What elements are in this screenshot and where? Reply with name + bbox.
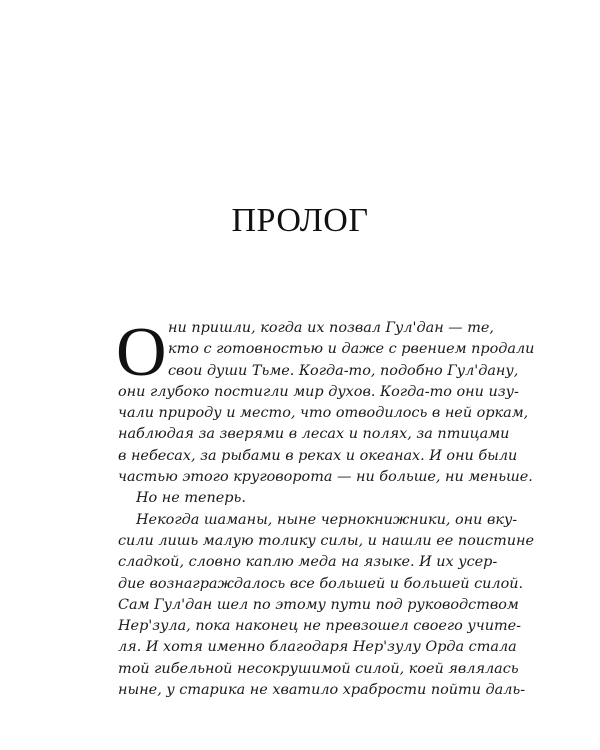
text-line: Некогда шаманы, ныне чернокнижники, они вку-: [136, 511, 518, 528]
text-line: в небесах, за рыбами в реках и океанах. И они были: [118, 447, 518, 464]
chapter-title: ПРОЛОГ: [231, 202, 369, 239]
text-line: той гибельной несокрушимой силой, коей являлась: [118, 660, 519, 677]
text-line: они глубоко постигли мир духов. Когда-то они изу-: [118, 383, 519, 400]
text-line: сладкой, словно каплю меда на языке. И их усер-: [118, 554, 498, 571]
body-text: [116, 314, 535, 701]
text-line: ля. И хотя именно благодаря Нер'зулу Орда стала: [118, 639, 517, 656]
text-line: частью этого круговорота — ни больше, ни меньше.: [118, 469, 533, 486]
text-line: свои души Тьме. Когда-то, подобно Гул'дану,: [168, 362, 519, 379]
text-line: Нер'зула, пока наконец не превзошел своего учите-: [118, 618, 521, 635]
text-line: наблюдая за зверями в лесах и полях, за птицами: [118, 426, 510, 443]
drop-cap: О: [116, 314, 167, 391]
text-line: ни пришли, когда их позвал Гул'дан — те,: [168, 320, 494, 336]
text-line: Но не теперь.: [136, 490, 246, 507]
text-line: кто с готовностью и даже с рвением продали: [168, 341, 535, 358]
text-line: сили лишь малую толику силы, и нашли ее поистине: [118, 532, 535, 549]
text-line: чали природу и место, что отводилось в ней оркам,: [118, 405, 529, 422]
text-line: ныне, у старика не хватило храбрости пойти даль-: [118, 682, 526, 699]
text-line: Сам Гул'дан шел по этому пути под руководством: [118, 596, 519, 613]
text-line: дие вознаграждалось все большей и большей силой.: [118, 575, 524, 592]
